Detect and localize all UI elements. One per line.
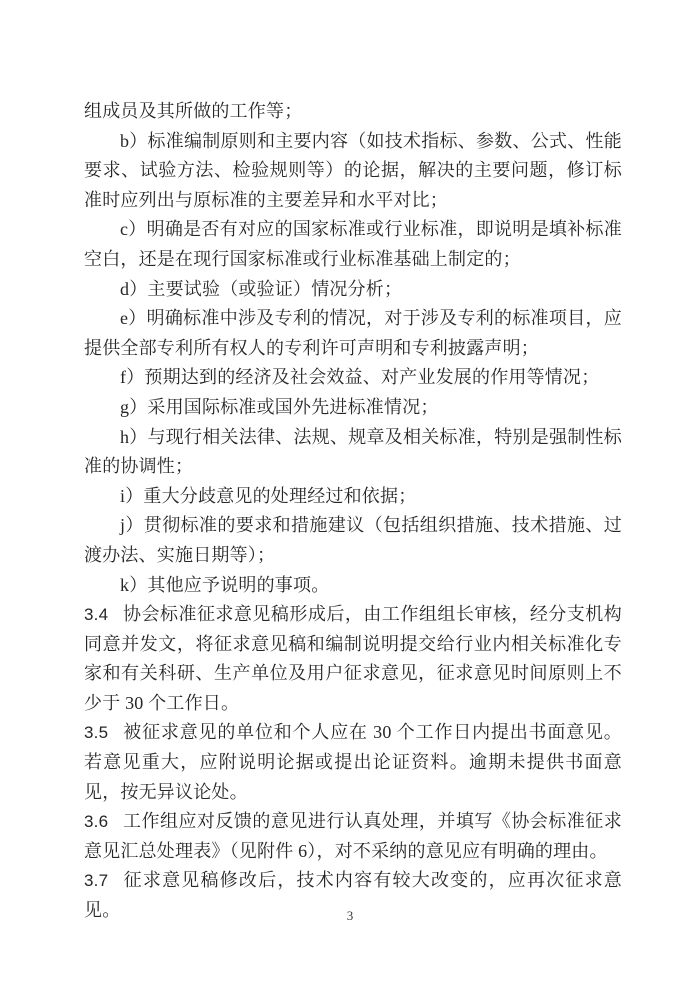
clause-3-7-text: 征求意见稿修改后，技术内容有较大改变的，应再次征求意见。 [84,870,622,921]
list-item-c: c）明确是否有对应的国家标准或行业标准，即说明是填补标准空白，还是在现行国家标准或行业标准基础上制定的； [84,219,622,269]
clause-3-5 [84,718,622,807]
clause-3-4-number: 3.4 [84,605,109,625]
clause-3-4 [84,600,622,718]
paragraph-continuation: 组成员及其所做的工作等； [84,101,303,121]
clause-3-7-number: 3.7 [84,871,109,891]
list-item-h: h）与现行相关法律、法规、规章及相关标准，特别是强制性标准的协调性； [84,426,622,477]
list-item-f: f）预期达到的经济及社会效益、对产业发展的作用等情况； [120,367,600,388]
list-item-d: d）主要试验（或验证）情况分析； [120,278,403,299]
clause-3-6 [84,807,622,866]
clause-3-5-text: 被征求意见的单位和个人应在 30 个工作日内提出书面意见。若意见重大，应附说明论据或提出论证资料。逾期未提供书面意见，按无异议论处。 [84,722,622,802]
clause-3-4-text: 协会标准征求意见稿形成后，由工作组组长审核，经分支机构同意并发文，将征求意见稿和编制说明提交给行业内相关标准化专家和有关科研、生产单位及用户征求意见，征求意见时间原则上不少于 30 个工作日。 [84,604,622,713]
page-footer [0,908,700,924]
list-item-e: e）明确标准中涉及专利的情况，对于涉及专利的标准项目，应提供全部专利所有权人的专利许可声明和专利披露声明； [84,308,622,358]
page-number: 3 [346,908,354,923]
list-item-j: j）贯彻标准的要求和措施建议（包括组织措施、技术措施、过渡办法、实施日期等）； [84,515,622,565]
clause-3-5-number: 3.5 [84,723,109,743]
list-item-i: i）重大分歧意见的处理经过和依据； [120,485,417,506]
clause-3-6-number: 3.6 [84,812,109,832]
list-item-k: k）其他应予说明的事项。 [120,574,330,595]
clause-3-6-text: 工作组应对反馈的意见进行认真处理，并填写《协会标准征求意见汇总处理表》（见附件 6），对不采纳的意见应有明确的理由。 [84,811,622,861]
list-item-b: b）标准编制原则和主要内容（如技术指标、参数、公式、性能要求、试验方法、检验规则等）的论据，解决的主要问题，修订标准时应列出与原标准的主要差异和水平对比； [84,130,622,210]
list-item-g: g）采用国际标准或国外先进标准情况； [120,396,439,417]
